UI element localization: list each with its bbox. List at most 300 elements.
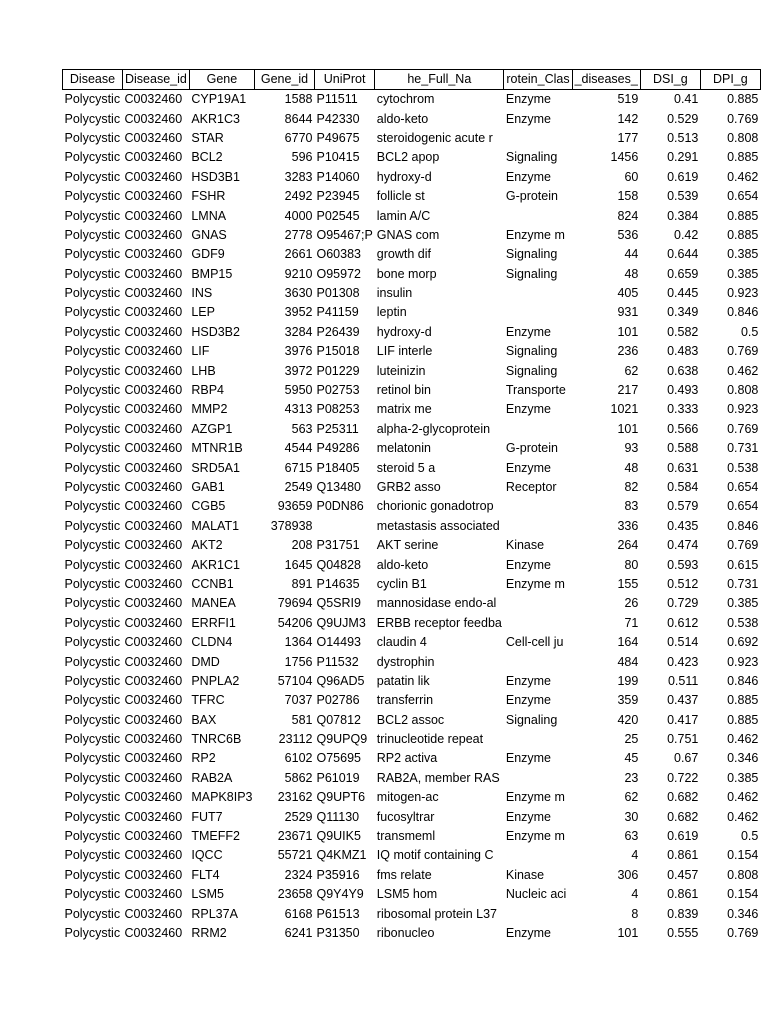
cell-gene-id[interactable]: 55721 [277, 848, 313, 863]
cell-disease-id[interactable]: C0032460 [124, 518, 183, 533]
cell-dpi[interactable]: 0.654 [727, 480, 759, 494]
cell-uniprot[interactable]: Q11130 [316, 809, 360, 824]
cell-uniprot[interactable]: P31350 [316, 925, 360, 940]
cell-full-name[interactable]: follicle st [376, 189, 425, 204]
cell-dpi[interactable]: 0.5 [740, 829, 759, 844]
cell-gene[interactable]: FLT4 [191, 867, 220, 882]
cell-gene-id[interactable]: 54206 [277, 615, 313, 630]
cell-dpi[interactable]: 0.923 [727, 654, 759, 669]
cell-n-diseases[interactable]: 60 [624, 169, 639, 184]
cell-gene[interactable]: GAB1 [191, 480, 225, 494]
cell-disease[interactable]: Polycystic [64, 305, 121, 320]
cell-disease[interactable]: Polycystic [64, 654, 121, 669]
cell-protein-class[interactable]: Enzyme [505, 809, 552, 824]
cell-gene[interactable]: BMP15 [191, 266, 233, 281]
cell-dsi[interactable]: 0.751 [667, 732, 699, 747]
cell-uniprot[interactable]: P02545 [316, 208, 360, 223]
cell-protein-class[interactable]: G-protein [505, 189, 558, 204]
cell-dsi[interactable]: 0.619 [667, 169, 699, 184]
cell-n-diseases[interactable]: 26 [624, 596, 639, 611]
cell-gene[interactable]: AKR1C1 [191, 557, 240, 572]
cell-full-name[interactable]: alpha-2-glycoprotein [376, 421, 491, 436]
cell-dpi[interactable]: 0.885 [727, 693, 759, 708]
cell-gene[interactable]: FUT7 [191, 809, 223, 824]
cell-dpi[interactable]: 0.462 [727, 363, 759, 378]
cell-disease-id[interactable]: C0032460 [124, 693, 183, 708]
cell-uniprot[interactable]: P26439 [316, 324, 360, 339]
cell-uniprot[interactable]: P15018 [316, 344, 360, 359]
cell-disease-id[interactable]: C0032460 [124, 286, 183, 301]
cell-uniprot[interactable]: Q07812 [316, 712, 361, 727]
cell-full-name[interactable]: chorionic gonadotrop [376, 499, 494, 514]
cell-dsi[interactable]: 0.612 [667, 615, 699, 630]
cell-disease[interactable]: Polycystic [64, 615, 121, 630]
cell-protein-class[interactable] [504, 206, 572, 225]
cell-disease[interactable]: Polycystic [64, 712, 121, 727]
cell-disease[interactable]: Polycystic [64, 480, 121, 494]
cell-full-name[interactable]: claudin 4 [376, 635, 427, 650]
cell-gene-id[interactable]: 5862 [284, 770, 313, 785]
cell-uniprot[interactable]: Q9UIK5 [316, 829, 361, 844]
cell-full-name[interactable]: trinucleotide repeat [376, 732, 484, 747]
cell-gene-id[interactable]: 6168 [284, 906, 313, 921]
cell-full-name[interactable]: transmeml [376, 829, 436, 844]
cell-disease-id[interactable]: C0032460 [124, 460, 183, 475]
cell-full-name[interactable]: transferrin [376, 693, 434, 708]
cell-gene-id[interactable]: 23162 [277, 790, 313, 805]
cell-gene-id[interactable]: 596 [291, 150, 313, 165]
cell-protein-class[interactable]: Enzyme [505, 925, 552, 940]
cell-gene[interactable]: AZGP1 [191, 421, 233, 436]
cell-n-diseases[interactable]: 306 [617, 867, 639, 882]
cell-dsi[interactable]: 0.539 [667, 189, 699, 204]
cell-uniprot[interactable]: P35916 [316, 867, 360, 882]
cell-full-name[interactable]: bone morp [376, 266, 437, 281]
cell-disease[interactable]: Polycystic [64, 770, 121, 785]
cell-protein-class[interactable]: Cell-cell ju [505, 635, 564, 650]
cell-dpi[interactable]: 0.538 [727, 460, 759, 475]
cell-uniprot[interactable]: P02753 [316, 383, 360, 398]
cell-n-diseases[interactable]: 1021 [610, 402, 639, 417]
cell-dsi[interactable]: 0.722 [667, 770, 699, 785]
cell-disease-id[interactable]: C0032460 [124, 732, 183, 747]
cell-disease-id[interactable]: C0032460 [124, 538, 183, 553]
cell-dpi[interactable]: 0.731 [727, 441, 759, 456]
cell-gene-id[interactable]: 79694 [277, 596, 313, 611]
cell-full-name[interactable]: BCL2 assoc [376, 712, 445, 727]
cell-disease[interactable]: Polycystic [64, 906, 121, 921]
cell-disease-id[interactable]: C0032460 [124, 421, 183, 436]
cell-n-diseases[interactable]: 264 [617, 538, 639, 553]
cell-disease[interactable]: Polycystic [64, 809, 121, 824]
cell-disease-id[interactable]: C0032460 [124, 712, 183, 727]
cell-gene-id[interactable]: 4000 [284, 208, 313, 223]
cell-n-diseases[interactable]: 336 [617, 518, 639, 533]
cell-uniprot[interactable]: P01308 [316, 286, 360, 301]
cell-full-name[interactable]: LIF interle [376, 344, 433, 359]
cell-uniprot[interactable]: Q9Y4Y9 [316, 887, 364, 902]
cell-gene[interactable]: CYP19A1 [191, 92, 247, 107]
cell-disease-id[interactable]: C0032460 [124, 305, 183, 320]
cell-disease[interactable]: Polycystic [64, 286, 121, 301]
cell-dsi[interactable]: 0.333 [667, 402, 699, 417]
cell-gene-id[interactable]: 891 [291, 576, 313, 591]
cell-protein-class[interactable]: Enzyme m [505, 227, 565, 242]
cell-protein-class[interactable] [504, 497, 572, 516]
cell-protein-class[interactable]: Enzyme m [505, 790, 565, 805]
cell-n-diseases[interactable]: 236 [617, 344, 639, 359]
cell-n-diseases[interactable]: 62 [624, 363, 639, 378]
cell-n-diseases[interactable]: 71 [624, 615, 639, 630]
cell-protein-class[interactable]: Transporte [505, 383, 566, 398]
cell-protein-class[interactable] [504, 284, 572, 303]
cell-disease[interactable]: Polycystic [64, 732, 121, 747]
cell-n-diseases[interactable]: 83 [624, 499, 639, 514]
cell-gene[interactable]: GDF9 [191, 247, 225, 262]
cell-full-name[interactable]: melatonin [376, 441, 431, 456]
cell-gene[interactable]: FSHR [191, 189, 226, 204]
cell-disease-id[interactable]: C0032460 [124, 92, 183, 107]
cell-uniprot[interactable]: P08253 [316, 402, 360, 417]
cell-gene-id[interactable]: 3283 [284, 169, 313, 184]
cell-n-diseases[interactable]: 30 [624, 809, 639, 824]
cell-protein-class[interactable]: G-protein [505, 441, 558, 456]
cell-protein-class[interactable] [504, 846, 572, 865]
cell-n-diseases[interactable]: 63 [624, 829, 639, 844]
cell-dsi[interactable]: 0.384 [667, 208, 699, 223]
cell-dsi[interactable]: 0.513 [667, 130, 699, 145]
cell-gene[interactable]: BCL2 [191, 150, 223, 165]
cell-full-name[interactable]: patatin lik [376, 673, 430, 688]
cell-protein-class[interactable]: Enzyme [505, 111, 552, 126]
cell-full-name[interactable]: mitogen-ac [376, 790, 439, 805]
cell-uniprot[interactable]: O60383 [316, 247, 361, 262]
cell-protein-class[interactable] [504, 517, 572, 536]
cell-protein-class[interactable]: Enzyme [505, 751, 552, 766]
cell-disease[interactable]: Polycystic [64, 169, 121, 184]
cell-gene-id[interactable]: 1364 [284, 635, 313, 650]
cell-full-name[interactable]: dystrophin [376, 654, 435, 669]
cell-dpi[interactable]: 0.154 [727, 848, 759, 863]
cell-dsi[interactable]: 0.474 [667, 538, 699, 553]
cell-disease[interactable]: Polycystic [64, 266, 121, 281]
cell-disease-id[interactable]: C0032460 [124, 751, 183, 766]
cell-uniprot[interactable]: P61019 [316, 770, 360, 785]
cell-gene-id[interactable]: 581 [291, 712, 313, 727]
cell-disease[interactable]: Polycystic [64, 693, 121, 708]
cell-disease[interactable]: Polycystic [64, 92, 121, 107]
cell-disease-id[interactable]: C0032460 [124, 635, 183, 650]
cell-protein-class[interactable]: Enzyme [505, 324, 552, 339]
cell-dsi[interactable]: 0.729 [667, 596, 699, 611]
cell-dsi[interactable]: 0.839 [667, 906, 699, 921]
cell-n-diseases[interactable]: 4 [631, 887, 639, 902]
cell-full-name[interactable]: RP2 activa [376, 751, 438, 766]
cell-dsi[interactable]: 0.584 [667, 480, 699, 494]
cell-disease-id[interactable]: C0032460 [124, 790, 183, 805]
cell-n-diseases[interactable]: 25 [624, 732, 639, 747]
cell-uniprot[interactable]: P14635 [316, 576, 360, 591]
cell-gene-id[interactable]: 23671 [277, 829, 313, 844]
cell-gene[interactable]: IQCC [191, 848, 223, 863]
cell-protein-class[interactable] [504, 594, 572, 613]
cell-uniprot[interactable]: P11511 [316, 92, 358, 107]
cell-dsi[interactable]: 0.593 [667, 557, 699, 572]
cell-dpi[interactable]: 0.385 [727, 596, 759, 611]
cell-protein-class[interactable]: Signaling [505, 363, 558, 378]
cell-gene[interactable]: LMNA [191, 208, 227, 223]
cell-gene-id[interactable]: 4313 [284, 402, 313, 417]
cell-protein-class[interactable] [504, 904, 572, 923]
cell-disease-id[interactable]: C0032460 [124, 441, 183, 456]
cell-disease[interactable]: Polycystic [64, 887, 121, 902]
cell-uniprot[interactable]: P14060 [316, 169, 360, 184]
cell-dsi[interactable]: 0.423 [667, 654, 699, 669]
cell-gene-id[interactable]: 3952 [284, 305, 313, 320]
cell-dpi[interactable]: 0.5 [740, 324, 759, 339]
cell-gene[interactable]: TNRC6B [191, 732, 242, 747]
cell-gene[interactable]: PNPLA2 [191, 673, 240, 688]
cell-protein-class[interactable]: Signaling [505, 344, 558, 359]
cell-gene-id[interactable]: 7037 [284, 693, 313, 708]
cell-uniprot[interactable]: Q9UPT6 [316, 790, 366, 805]
cell-gene-id[interactable]: 4544 [284, 441, 313, 456]
cell-disease[interactable]: Polycystic [64, 402, 121, 417]
cell-n-diseases[interactable]: 45 [624, 751, 639, 766]
cell-dsi[interactable]: 0.417 [667, 712, 699, 727]
cell-dsi[interactable]: 0.579 [667, 499, 699, 514]
cell-full-name[interactable]: GNAS com [376, 227, 440, 242]
cell-n-diseases[interactable]: 484 [617, 654, 639, 669]
cell-n-diseases[interactable]: 158 [617, 189, 639, 204]
cell-gene-id[interactable]: 2778 [284, 227, 313, 242]
cell-full-name[interactable]: insulin [376, 286, 413, 301]
cell-disease[interactable]: Polycystic [64, 247, 121, 262]
cell-gene[interactable]: CLDN4 [191, 635, 233, 650]
cell-dpi[interactable]: 0.654 [727, 499, 759, 514]
cell-n-diseases[interactable]: 4 [631, 848, 639, 863]
cell-dpi[interactable]: 0.769 [727, 344, 759, 359]
cell-disease-id[interactable]: C0032460 [124, 111, 183, 126]
cell-full-name[interactable]: luteinizin [376, 363, 426, 378]
cell-disease[interactable]: Polycystic [64, 499, 121, 514]
cell-protein-class[interactable] [504, 730, 572, 749]
cell-full-name[interactable]: ERBB receptor feedba [376, 615, 502, 630]
cell-protein-class[interactable] [504, 769, 572, 788]
cell-n-diseases[interactable]: 48 [624, 460, 639, 475]
header-dpi[interactable]: DPI_g [700, 70, 760, 90]
cell-disease-id[interactable]: C0032460 [124, 615, 183, 630]
cell-gene-id[interactable]: 2529 [284, 809, 313, 824]
cell-n-diseases[interactable]: 82 [624, 480, 639, 494]
cell-disease-id[interactable]: C0032460 [124, 150, 183, 165]
cell-gene[interactable]: HSD3B1 [191, 169, 240, 184]
cell-n-diseases[interactable]: 177 [617, 130, 639, 145]
header-protein-class[interactable]: rotein_Clas [504, 70, 572, 90]
cell-n-diseases[interactable]: 155 [617, 576, 639, 591]
cell-gene-id[interactable]: 3284 [284, 324, 313, 339]
cell-uniprot[interactable]: P10415 [316, 150, 360, 165]
cell-dsi[interactable]: 0.41 [674, 92, 699, 107]
cell-dpi[interactable]: 0.462 [727, 732, 759, 747]
cell-dpi[interactable]: 0.885 [727, 150, 759, 165]
cell-uniprot[interactable]: O95467;P [316, 227, 373, 242]
cell-dsi[interactable]: 0.555 [667, 925, 699, 940]
cell-disease-id[interactable]: C0032460 [124, 130, 183, 145]
cell-dpi[interactable]: 0.731 [727, 576, 759, 591]
cell-gene[interactable]: LHB [191, 363, 216, 378]
cell-full-name[interactable]: steroid 5 a [376, 460, 436, 475]
cell-dsi[interactable]: 0.512 [667, 576, 699, 591]
cell-full-name[interactable]: growth dif [376, 247, 431, 262]
cell-full-name[interactable]: fucosyltrar [376, 809, 435, 824]
cell-gene-id[interactable]: 8644 [284, 111, 313, 126]
cell-dsi[interactable]: 0.644 [667, 247, 699, 262]
cell-gene[interactable]: GNAS [191, 227, 227, 242]
cell-disease[interactable]: Polycystic [64, 635, 121, 650]
header-gene-id[interactable]: Gene_id [254, 70, 314, 90]
cell-disease-id[interactable]: C0032460 [124, 673, 183, 688]
cell-disease[interactable]: Polycystic [64, 829, 121, 844]
cell-dpi[interactable]: 0.923 [727, 402, 759, 417]
cell-dsi[interactable]: 0.861 [667, 848, 699, 863]
cell-disease[interactable]: Polycystic [64, 130, 121, 145]
cell-protein-class[interactable]: Enzyme [505, 673, 552, 688]
cell-protein-class[interactable]: Signaling [505, 247, 558, 262]
cell-disease[interactable]: Polycystic [64, 790, 121, 805]
cell-gene-id[interactable]: 1645 [284, 557, 313, 572]
cell-full-name[interactable]: fms relate [376, 867, 432, 882]
cell-disease[interactable]: Polycystic [64, 867, 121, 882]
cell-gene-id[interactable]: 1588 [284, 92, 313, 107]
cell-n-diseases[interactable]: 142 [617, 111, 639, 126]
cell-gene[interactable]: AKT2 [191, 538, 223, 553]
cell-gene[interactable]: BAX [191, 712, 217, 727]
cell-dsi[interactable]: 0.42 [674, 227, 699, 242]
cell-protein-class[interactable]: Enzyme [505, 557, 552, 572]
cell-full-name[interactable]: RAB2A, member RAS [376, 770, 500, 785]
cell-disease[interactable]: Polycystic [64, 518, 121, 533]
cell-disease-id[interactable]: C0032460 [124, 363, 183, 378]
cell-gene[interactable]: TMEFF2 [191, 829, 240, 844]
cell-protein-class[interactable] [504, 420, 572, 439]
cell-gene[interactable]: TFRC [191, 693, 225, 708]
cell-dsi[interactable]: 0.566 [667, 421, 699, 436]
cell-dpi[interactable]: 0.154 [727, 887, 759, 902]
cell-full-name[interactable]: hydroxy-d [376, 169, 432, 184]
cell-disease-id[interactable]: C0032460 [124, 557, 183, 572]
cell-dpi[interactable]: 0.885 [727, 92, 759, 107]
cell-full-name[interactable]: lamin A/C [376, 208, 431, 223]
cell-gene-id[interactable]: 3976 [284, 344, 313, 359]
cell-uniprot[interactable] [314, 517, 374, 536]
cell-disease[interactable]: Polycystic [64, 189, 121, 204]
cell-disease-id[interactable]: C0032460 [124, 654, 183, 669]
cell-disease[interactable]: Polycystic [64, 557, 121, 572]
cell-dpi[interactable]: 0.462 [727, 790, 759, 805]
cell-gene-id[interactable]: 93659 [277, 499, 313, 514]
cell-full-name[interactable]: GRB2 asso [376, 480, 441, 494]
cell-uniprot[interactable]: O14493 [316, 635, 361, 650]
cell-n-diseases[interactable]: 420 [617, 712, 639, 727]
cell-full-name[interactable]: ribosomal protein L37 [376, 906, 497, 921]
cell-gene-id[interactable]: 563 [291, 421, 313, 436]
cell-disease[interactable]: Polycystic [64, 383, 121, 398]
cell-dpi[interactable]: 0.462 [727, 809, 759, 824]
cell-n-diseases[interactable]: 48 [624, 266, 639, 281]
cell-protein-class[interactable]: Enzyme [505, 402, 552, 417]
header-disease[interactable]: Disease [63, 70, 123, 90]
cell-disease-id[interactable]: C0032460 [124, 189, 183, 204]
cell-disease-id[interactable]: C0032460 [124, 480, 183, 494]
cell-uniprot[interactable]: P02786 [316, 693, 360, 708]
cell-gene-id[interactable]: 2549 [284, 480, 313, 494]
cell-dsi[interactable]: 0.483 [667, 344, 699, 359]
cell-disease-id[interactable]: C0032460 [124, 829, 183, 844]
cell-full-name[interactable]: IQ motif containing C [376, 848, 494, 863]
cell-dsi[interactable]: 0.619 [667, 829, 699, 844]
cell-disease-id[interactable]: C0032460 [124, 402, 183, 417]
cell-dpi[interactable]: 0.654 [727, 189, 759, 204]
cell-gene-id[interactable]: 6770 [284, 130, 313, 145]
cell-protein-class[interactable]: Enzyme m [505, 829, 565, 844]
cell-disease-id[interactable]: C0032460 [124, 208, 183, 223]
cell-gene[interactable]: MTNR1B [191, 441, 243, 456]
cell-gene[interactable]: SRD5A1 [191, 460, 240, 475]
cell-n-diseases[interactable]: 536 [617, 227, 639, 242]
cell-dpi[interactable]: 0.885 [727, 227, 759, 242]
cell-n-diseases[interactable]: 359 [617, 693, 639, 708]
cell-dpi[interactable]: 0.885 [727, 712, 759, 727]
cell-gene[interactable]: MAPK8IP3 [191, 790, 253, 805]
cell-dsi[interactable]: 0.861 [667, 887, 699, 902]
cell-gene-id[interactable]: 6241 [284, 925, 313, 940]
cell-uniprot[interactable]: P0DN86 [316, 499, 364, 514]
cell-gene[interactable]: STAR [191, 130, 224, 145]
cell-n-diseases[interactable]: 101 [617, 324, 639, 339]
cell-disease[interactable]: Polycystic [64, 208, 121, 223]
header-dsi[interactable]: DSI_g [640, 70, 700, 90]
cell-uniprot[interactable]: P11532 [316, 654, 359, 669]
cell-disease[interactable]: Polycystic [64, 441, 121, 456]
cell-disease[interactable]: Polycystic [64, 596, 121, 611]
cell-gene-id[interactable]: 6102 [284, 751, 313, 766]
header-gene[interactable]: Gene [189, 70, 254, 90]
cell-disease-id[interactable]: C0032460 [124, 809, 183, 824]
cell-full-name[interactable]: leptin [376, 305, 407, 320]
cell-uniprot[interactable]: P42330 [316, 111, 360, 126]
cell-disease-id[interactable]: C0032460 [124, 499, 183, 514]
cell-gene[interactable]: MALAT1 [191, 518, 240, 533]
cell-dsi[interactable]: 0.493 [667, 383, 699, 398]
cell-disease[interactable]: Polycystic [64, 848, 121, 863]
cell-protein-class[interactable]: Enzyme [505, 92, 552, 107]
cell-full-name[interactable]: metastasis associated [376, 518, 500, 533]
cell-disease[interactable]: Polycystic [64, 925, 121, 940]
cell-gene[interactable]: RAB2A [191, 770, 233, 785]
cell-gene[interactable]: LSM5 [191, 887, 224, 902]
header-n-diseases[interactable]: _diseases_ [572, 70, 640, 90]
cell-gene-id[interactable]: 5950 [284, 383, 313, 398]
cell-dpi[interactable]: 0.538 [727, 615, 759, 630]
cell-protein-class[interactable]: Signaling [505, 266, 558, 281]
cell-disease-id[interactable]: C0032460 [124, 925, 183, 940]
cell-disease-id[interactable]: C0032460 [124, 576, 183, 591]
cell-uniprot[interactable]: Q9UPQ9 [316, 732, 368, 747]
cell-disease[interactable]: Polycystic [64, 111, 121, 126]
cell-gene[interactable]: RP2 [191, 751, 216, 766]
cell-gene[interactable]: LEP [191, 305, 215, 320]
